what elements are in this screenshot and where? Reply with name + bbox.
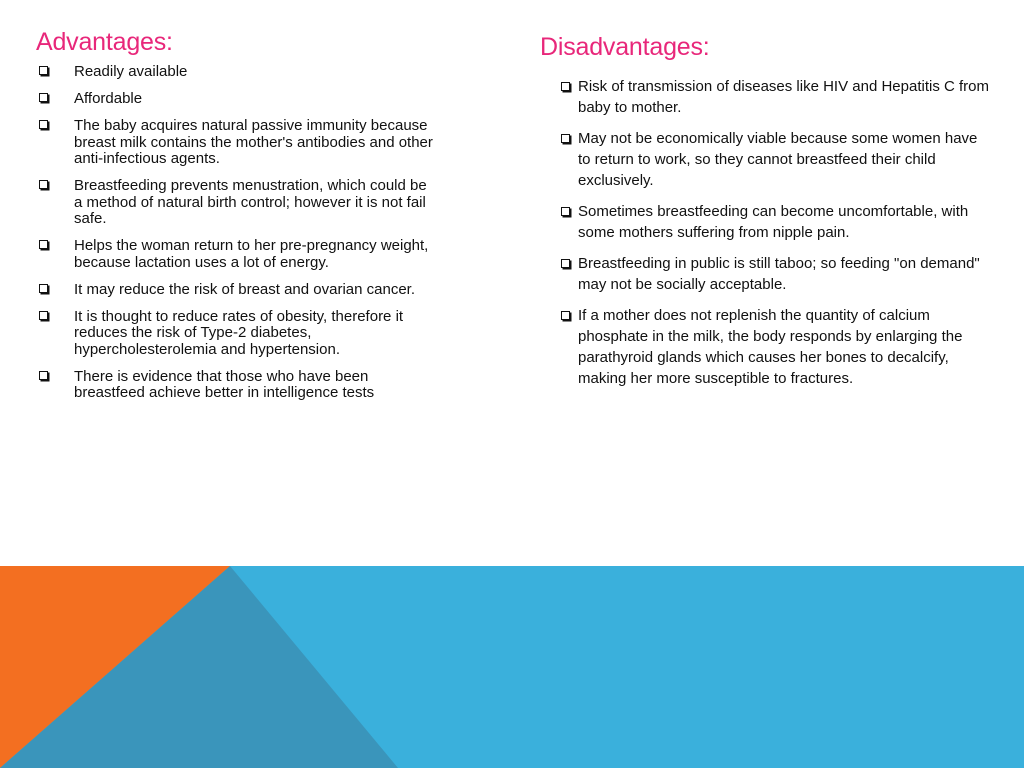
list-item: [540, 202, 992, 244]
checkbox-bullet-icon: [39, 311, 48, 320]
decorative-band: [0, 566, 1024, 768]
checkbox-bullet-icon: [39, 240, 48, 249]
list-item: [36, 118, 436, 168]
list-item: [36, 91, 436, 108]
list-item-text: Breastfeeding in public is still taboo; so feeding "on demand" may not be socially acceptable.: [578, 255, 980, 293]
advantages-title: Advantages:: [36, 28, 173, 56]
list-item-text: The baby acquires natural passive immunity because breast milk contains the mother's antibodies and other anti-infectious agents.: [74, 117, 433, 167]
list-item-text: May not be economically viable because some women have to return to work, so they cannot breastfeed their child exclusively.: [578, 130, 978, 189]
checkbox-bullet-icon: [561, 82, 570, 91]
list-item-text: It may reduce the risk of breast and ovarian cancer.: [74, 280, 416, 298]
list-item-text: It is thought to reduce rates of obesity, therefore it reduces the risk of Type-2 diabetes, hypercholesterolemia and hypertension.: [74, 307, 404, 358]
checkbox-bullet-icon: [39, 180, 48, 189]
list-item-text: Affordable: [74, 90, 143, 107]
list-item-text: Readily available: [74, 63, 188, 80]
disadvantages-title: Disadvantages:: [540, 33, 710, 61]
list-item: [540, 306, 992, 389]
list-item-text: Risk of transmission of diseases like HIV and Hepatitis C from baby to mother.: [578, 78, 989, 116]
advantages-section: [36, 26, 436, 412]
checkbox-bullet-icon: [561, 134, 570, 143]
list-item-text: Breastfeeding prevents menustration, which could be a method of natural birth control; however it is not fail safe.: [74, 177, 427, 227]
checkbox-bullet-icon: [39, 284, 48, 293]
list-item: [36, 64, 436, 81]
list-item: [36, 369, 436, 402]
checkbox-bullet-icon: [39, 66, 48, 75]
list-item-text: Helps the woman return to her pre-pregnancy weight, because lactation uses a lot of energy.: [74, 237, 429, 271]
list-item: [540, 129, 992, 191]
checkbox-bullet-icon: [561, 311, 570, 320]
advantages-list: [36, 64, 436, 402]
list-item-text: Sometimes breastfeeding can become uncomfortable, with some mothers suffering from nipple pain.: [578, 202, 969, 241]
checkbox-bullet-icon: [39, 120, 48, 129]
list-item: [540, 77, 992, 119]
disadvantages-section: [540, 31, 992, 400]
checkbox-bullet-icon: [39, 371, 48, 380]
list-item-text: There is evidence that those who have been breastfeed achieve better in intelligence tests: [74, 367, 375, 401]
list-item: [36, 282, 436, 299]
checkbox-bullet-icon: [39, 93, 48, 102]
list-item: [36, 178, 436, 228]
list-item: [36, 238, 436, 271]
list-item-text: If a mother does not replenish the quantity of calcium phosphate in the milk, the body responds by enlarging the parathyroid glands which causes her bones to decalcify, making her more susceptible to fractures.: [578, 307, 963, 387]
disadvantages-list: [540, 77, 992, 389]
list-item: [36, 309, 436, 359]
checkbox-bullet-icon: [561, 259, 570, 268]
list-item: [540, 254, 992, 296]
checkbox-bullet-icon: [561, 207, 570, 216]
